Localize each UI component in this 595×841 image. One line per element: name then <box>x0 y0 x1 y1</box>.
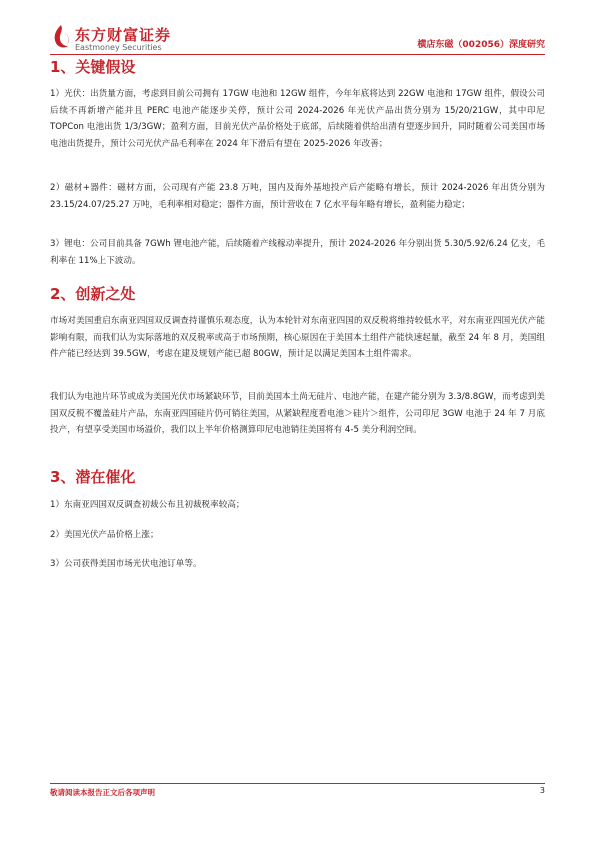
section-title-key-assumptions: 1、关键假设 <box>50 58 136 76</box>
paragraph-assumption-magnetic: 2）磁材+器件：磁材方面，公司现有产能 23.8 万吨，国内及海外基地投产后产能略有增长，预计 2024-2026 年出货分别为 23.15/24.07/25.27 万吨，毛利率相对稳定；器件方面，预计营收在 7 亿水平每年略有增长，盈利能力稳定； <box>50 183 545 210</box>
brand-name-cn: 东方财富证券 <box>75 26 172 44</box>
paragraph-assumption-lithium: 3）锂电：公司目前具备 7GWh 锂电池产能，后续随着产线稼动率提升，预计 2024-2026 年分别出货 5.30/5.92/6.24 亿支，毛利率在 11%上下波动。 <box>50 239 545 266</box>
paragraph-assumption-pv: 1）光伏：出货量方面，考虑到目前公司拥有 17GW 电池和 12GW 组件，今年年底将达到 22GW 电池和 17GW 组件，假设公司后续不再新增产能并且 PERC 电池产能逐步关停，预计公司 2024-2026 年光伏产品出货分别为 15/20/21GW，其中印尼 TOPCon 电池出货 1/3/3GW；盈利方面，目前光伏产品价格处于底部，后续随着供给出清有望逐步回升，同时随着公司美国市场电池出货提升，预计公司光伏产品毛利率在 2024 年下滑后有望在 2025-2026 年改善； <box>50 89 545 149</box>
paragraph-catalyst-2: 2）美国光伏产品价格上涨； <box>50 530 159 540</box>
brand-name-en: Eastmoney Securities <box>75 43 162 52</box>
paragraph-catalyst-1: 1）东南亚四国双反调查初裁公布且初裁税率较高； <box>50 500 245 510</box>
paragraph-innovation-1: 市场对美国重启东南亚四国双反调查持谨慎乐观态度，认为本轮针对东南亚四国的双反税将维持较低水平，对东南亚四国光伏产能影响有限，而我们认为实际落地的双反税率或高于市场预期，核心原因在于美国本土组件产能快速起量，截至 24 年 8 月，美国组件产能已经达到 39.5GW，考虑在建及规划产能已超 80GW，预计足以满足美国本土组件需求。 <box>50 316 545 359</box>
footer-divider <box>50 783 545 784</box>
eastmoney-logo-icon <box>50 24 72 50</box>
section-title-innovation: 2、创新之处 <box>50 285 136 303</box>
header-divider <box>50 54 545 55</box>
page-number: 3 <box>539 786 545 795</box>
footer-disclaimer: 敬请阅读本报告正文后各项声明 <box>50 788 155 797</box>
page-header <box>50 22 545 58</box>
section-title-catalysts: 3、潜在催化 <box>50 468 136 486</box>
report-tag: 横店东磁（002056）深度研究 <box>417 40 545 50</box>
paragraph-catalyst-3: 3）公司获得美国市场光伏电池订单等。 <box>50 559 202 569</box>
paragraph-innovation-2: 我们认为电池片环节或成为美国光伏市场紧缺环节，目前美国本土尚无硅片、电池产能，在建产能分别为 3.3/8.8GW，而考虑到美国双反税不覆盖硅片产品，东南亚四国硅片仍可销往美国，从紧缺程度看电池＞硅片＞组件，公司印尼 3GW 电池于 24 年 7 月底投产，有望享受美国市场溢价，我们以上半年价格测算印尼电池销往美国将有 4-5 美分利润空间。 <box>50 392 545 435</box>
